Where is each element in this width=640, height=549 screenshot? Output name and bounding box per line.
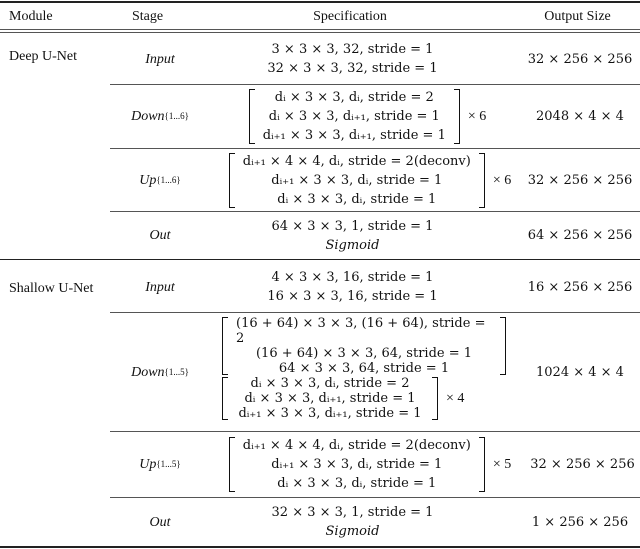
stage-input: Input (145, 51, 175, 67)
spec-up (215, 149, 525, 211)
stage-subscript: {1...5} (156, 459, 181, 469)
spec-line: 16 × 3 × 3, 16, stride = 1 (267, 289, 438, 304)
spec-down (215, 85, 520, 148)
output-up: 32 × 256 × 256 (530, 457, 635, 472)
stage-out: Out (149, 514, 171, 530)
repeat-count: × 6 (492, 172, 512, 188)
spec-line: (16 + 64) × 3 × 3, 64, stride = 1 (255, 346, 473, 361)
module-shallow-unet: Shallow U-Net (9, 280, 94, 296)
spec-out (170, 498, 535, 546)
spec-line: dᵢ₊₁ × 4 × 4, dᵢ, stride = 2(deconv) (242, 438, 471, 453)
output-down: 1024 × 4 × 4 (536, 364, 624, 380)
stage-subscript: {1...6} (156, 174, 181, 185)
spec-up (215, 432, 525, 497)
spec-out (170, 212, 535, 259)
stage-down (110, 85, 210, 148)
spec-line: dᵢ₊₁ × 3 × 3, dᵢ, stride = 1 (271, 457, 443, 472)
output-up: 32 × 256 × 256 (527, 172, 633, 188)
spec-line: dᵢ × 3 × 3, dᵢ, stride = 2 (250, 376, 410, 391)
spec-line: 32 × 3 × 3, 1, stride = 1 (271, 505, 434, 520)
spec-line: (16 + 64) × 3 × 3, (16 + 64), stride = 2 (236, 316, 486, 346)
stage-label: Up (139, 172, 157, 188)
stage-subscript: {1...6} (164, 111, 189, 121)
header-rule-1 (0, 29, 640, 30)
header-module: Module (9, 8, 53, 24)
spec-line: dᵢ × 3 × 3, dᵢ₊₁, stride = 1 (244, 391, 416, 406)
stage-down (110, 313, 210, 431)
spec-line: dᵢ × 3 × 3, dᵢ₊₁, stride = 1 (268, 109, 440, 124)
spec-line: 32 × 3 × 3, 32, stride = 1 (267, 61, 438, 76)
spec-down (222, 316, 506, 421)
top-rule (0, 1, 640, 3)
section-rule (0, 259, 640, 260)
spec-line: Sigmoid (325, 524, 380, 539)
spec-line: dᵢ × 3 × 3, dᵢ, stride = 1 (277, 191, 437, 207)
spec-line: 4 × 3 × 3, 16, stride = 1 (271, 270, 434, 285)
stage-input: Input (145, 279, 175, 295)
stage-out: Out (149, 228, 171, 243)
stage-up (110, 149, 210, 211)
repeat-count: × 5 (492, 457, 512, 472)
repeat-count: × 6 (467, 109, 487, 124)
stage-subscript: {1...5} (164, 366, 189, 377)
output-input: 32 × 256 × 256 (527, 51, 633, 67)
output-out: 1 × 256 × 256 (531, 514, 629, 530)
repeat-count: × 4 (446, 390, 465, 406)
spec-line: dᵢ₊₁ × 4 × 4, dᵢ, stride = 2(deconv) (242, 153, 471, 169)
spec-line: 64 × 3 × 3, 1, stride = 1 (271, 218, 434, 234)
spec-line: dᵢ₊₁ × 3 × 3, dᵢ₊₁, stride = 1 (238, 406, 422, 421)
spec-line: 64 × 3 × 3, 64, stride = 1 (278, 361, 450, 376)
spec-line: dᵢ₊₁ × 3 × 3, dᵢ₊₁, stride = 1 (262, 128, 446, 143)
spec-line: Sigmoid (325, 237, 380, 253)
spec-input (170, 34, 535, 84)
spec-input (170, 262, 535, 312)
output-out: 64 × 256 × 256 (527, 228, 633, 243)
header-specification: Specification (313, 8, 387, 24)
stage-label: Up (139, 457, 157, 472)
spec-line: dᵢ × 3 × 3, dᵢ, stride = 1 (277, 476, 437, 491)
stage-label: Down (131, 109, 165, 124)
header-rule-2 (0, 32, 640, 33)
header-stage: Stage (131, 8, 164, 24)
output-input: 16 × 256 × 256 (527, 279, 633, 295)
output-down: 2048 × 4 × 4 (536, 109, 624, 124)
spec-line: dᵢ₊₁ × 3 × 3, dᵢ, stride = 1 (271, 172, 443, 188)
spec-line: dᵢ × 3 × 3, dᵢ, stride = 2 (274, 90, 434, 105)
stage-up (110, 432, 210, 497)
module-deep-unet: Deep U-Net (9, 48, 78, 64)
spec-line: 3 × 3 × 3, 32, stride = 1 (271, 42, 434, 57)
stage-label: Down (131, 364, 165, 380)
header-output-size: Output Size (544, 8, 611, 24)
bottom-rule (0, 546, 640, 548)
